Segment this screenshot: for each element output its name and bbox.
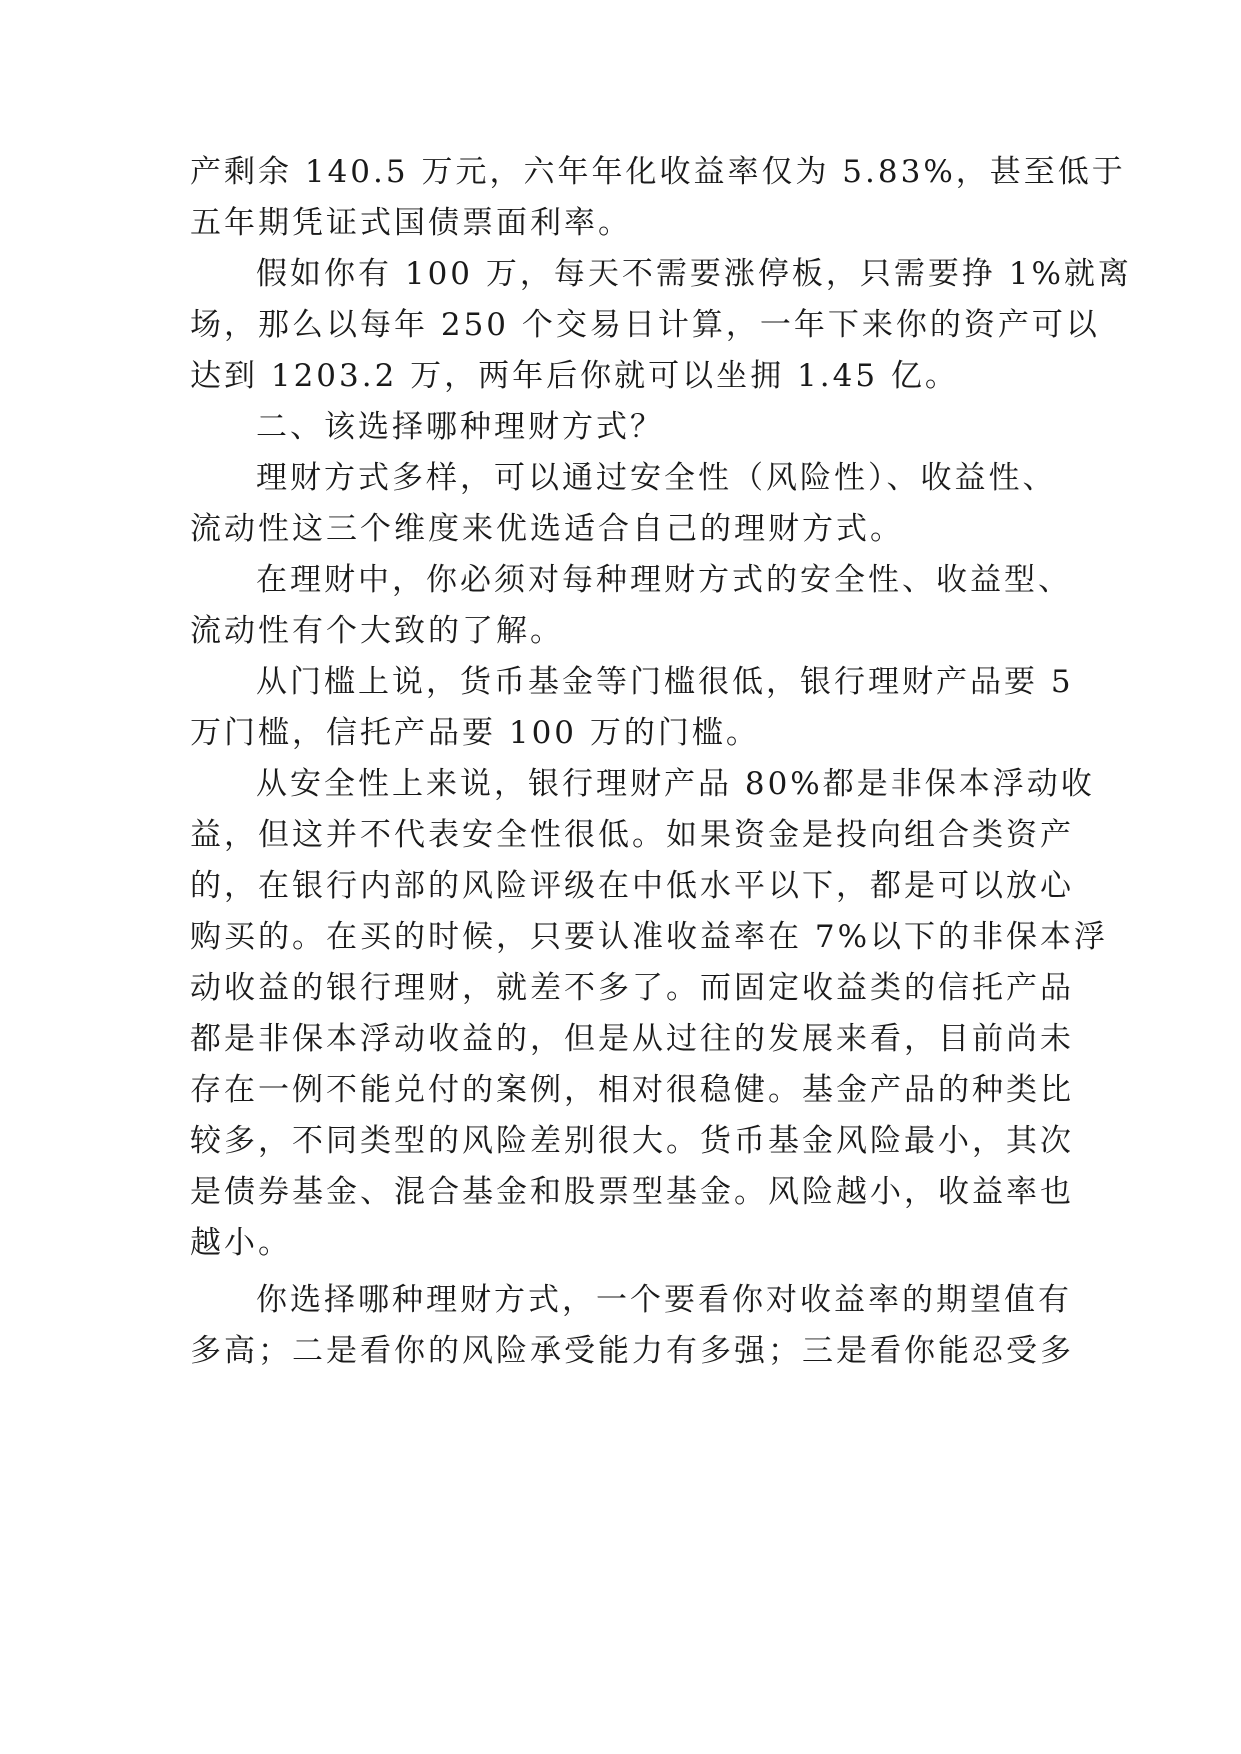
text-line: 的，在银行内部的风险评级在中低水平以下，都是可以放心 bbox=[190, 868, 1074, 904]
text-line: 达到 1203.2 万，两年后你就可以坐拥 1.45 亿。 bbox=[190, 358, 959, 394]
text-line: 益，但这并不代表安全性很低。如果资金是投向组合类资产 bbox=[190, 817, 1074, 853]
text-line: 五年期凭证式国债票面利率。 bbox=[190, 205, 632, 241]
text-line: 存在一例不能兑付的案例，相对很稳健。基金产品的种类比 bbox=[190, 1072, 1074, 1108]
section-heading: 二、该选择哪种理财方式？ bbox=[256, 409, 664, 445]
text-line: 场，那么以每年 250 个交易日计算，一年下来你的资产可以 bbox=[190, 307, 1100, 343]
text-line: 是债券基金、混合基金和股票型基金。风险越小，收益率也 bbox=[190, 1174, 1074, 1210]
text-line: 假如你有 100 万，每天不需要涨停板，只需要挣 1%就离 bbox=[256, 256, 1132, 292]
text-line: 购买的。在买的时候，只要认准收益率在 7%以下的非保本浮 bbox=[190, 919, 1109, 955]
text-line: 理财方式多样，可以通过安全性（风险性）、收益性、 bbox=[256, 460, 1057, 496]
text-line: 流动性这三个维度来优选适合自己的理财方式。 bbox=[190, 511, 904, 547]
text-line: 万门槛，信托产品要 100 万的门槛。 bbox=[190, 715, 760, 751]
text-line: 你选择哪种理财方式，一个要看你对收益率的期望值有 bbox=[256, 1282, 1072, 1318]
text-line: 动收益的银行理财，就差不多了。而固定收益类的信托产品 bbox=[190, 970, 1074, 1006]
text-line: 流动性有个大致的了解。 bbox=[190, 613, 564, 649]
text-line: 从安全性上来说，银行理财产品 80%都是非保本浮动收 bbox=[256, 766, 1095, 802]
text-line: 多高；二是看你的风险承受能力有多强；三是看你能忍受多 bbox=[190, 1333, 1074, 1369]
text-line: 从门槛上说，货币基金等门槛很低，银行理财产品要 5 bbox=[256, 664, 1074, 700]
text-line: 越小。 bbox=[190, 1225, 292, 1261]
text-line: 在理财中，你必须对每种理财方式的安全性、收益型、 bbox=[256, 562, 1072, 598]
text-line: 产剩余 140.5 万元，六年年化收益率仅为 5.83%，甚至低于 bbox=[190, 154, 1126, 190]
text-line: 较多，不同类型的风险差别很大。货币基金风险最小，其次 bbox=[190, 1123, 1074, 1159]
text-line: 都是非保本浮动收益的，但是从过往的发展来看，目前尚未 bbox=[190, 1021, 1074, 1057]
